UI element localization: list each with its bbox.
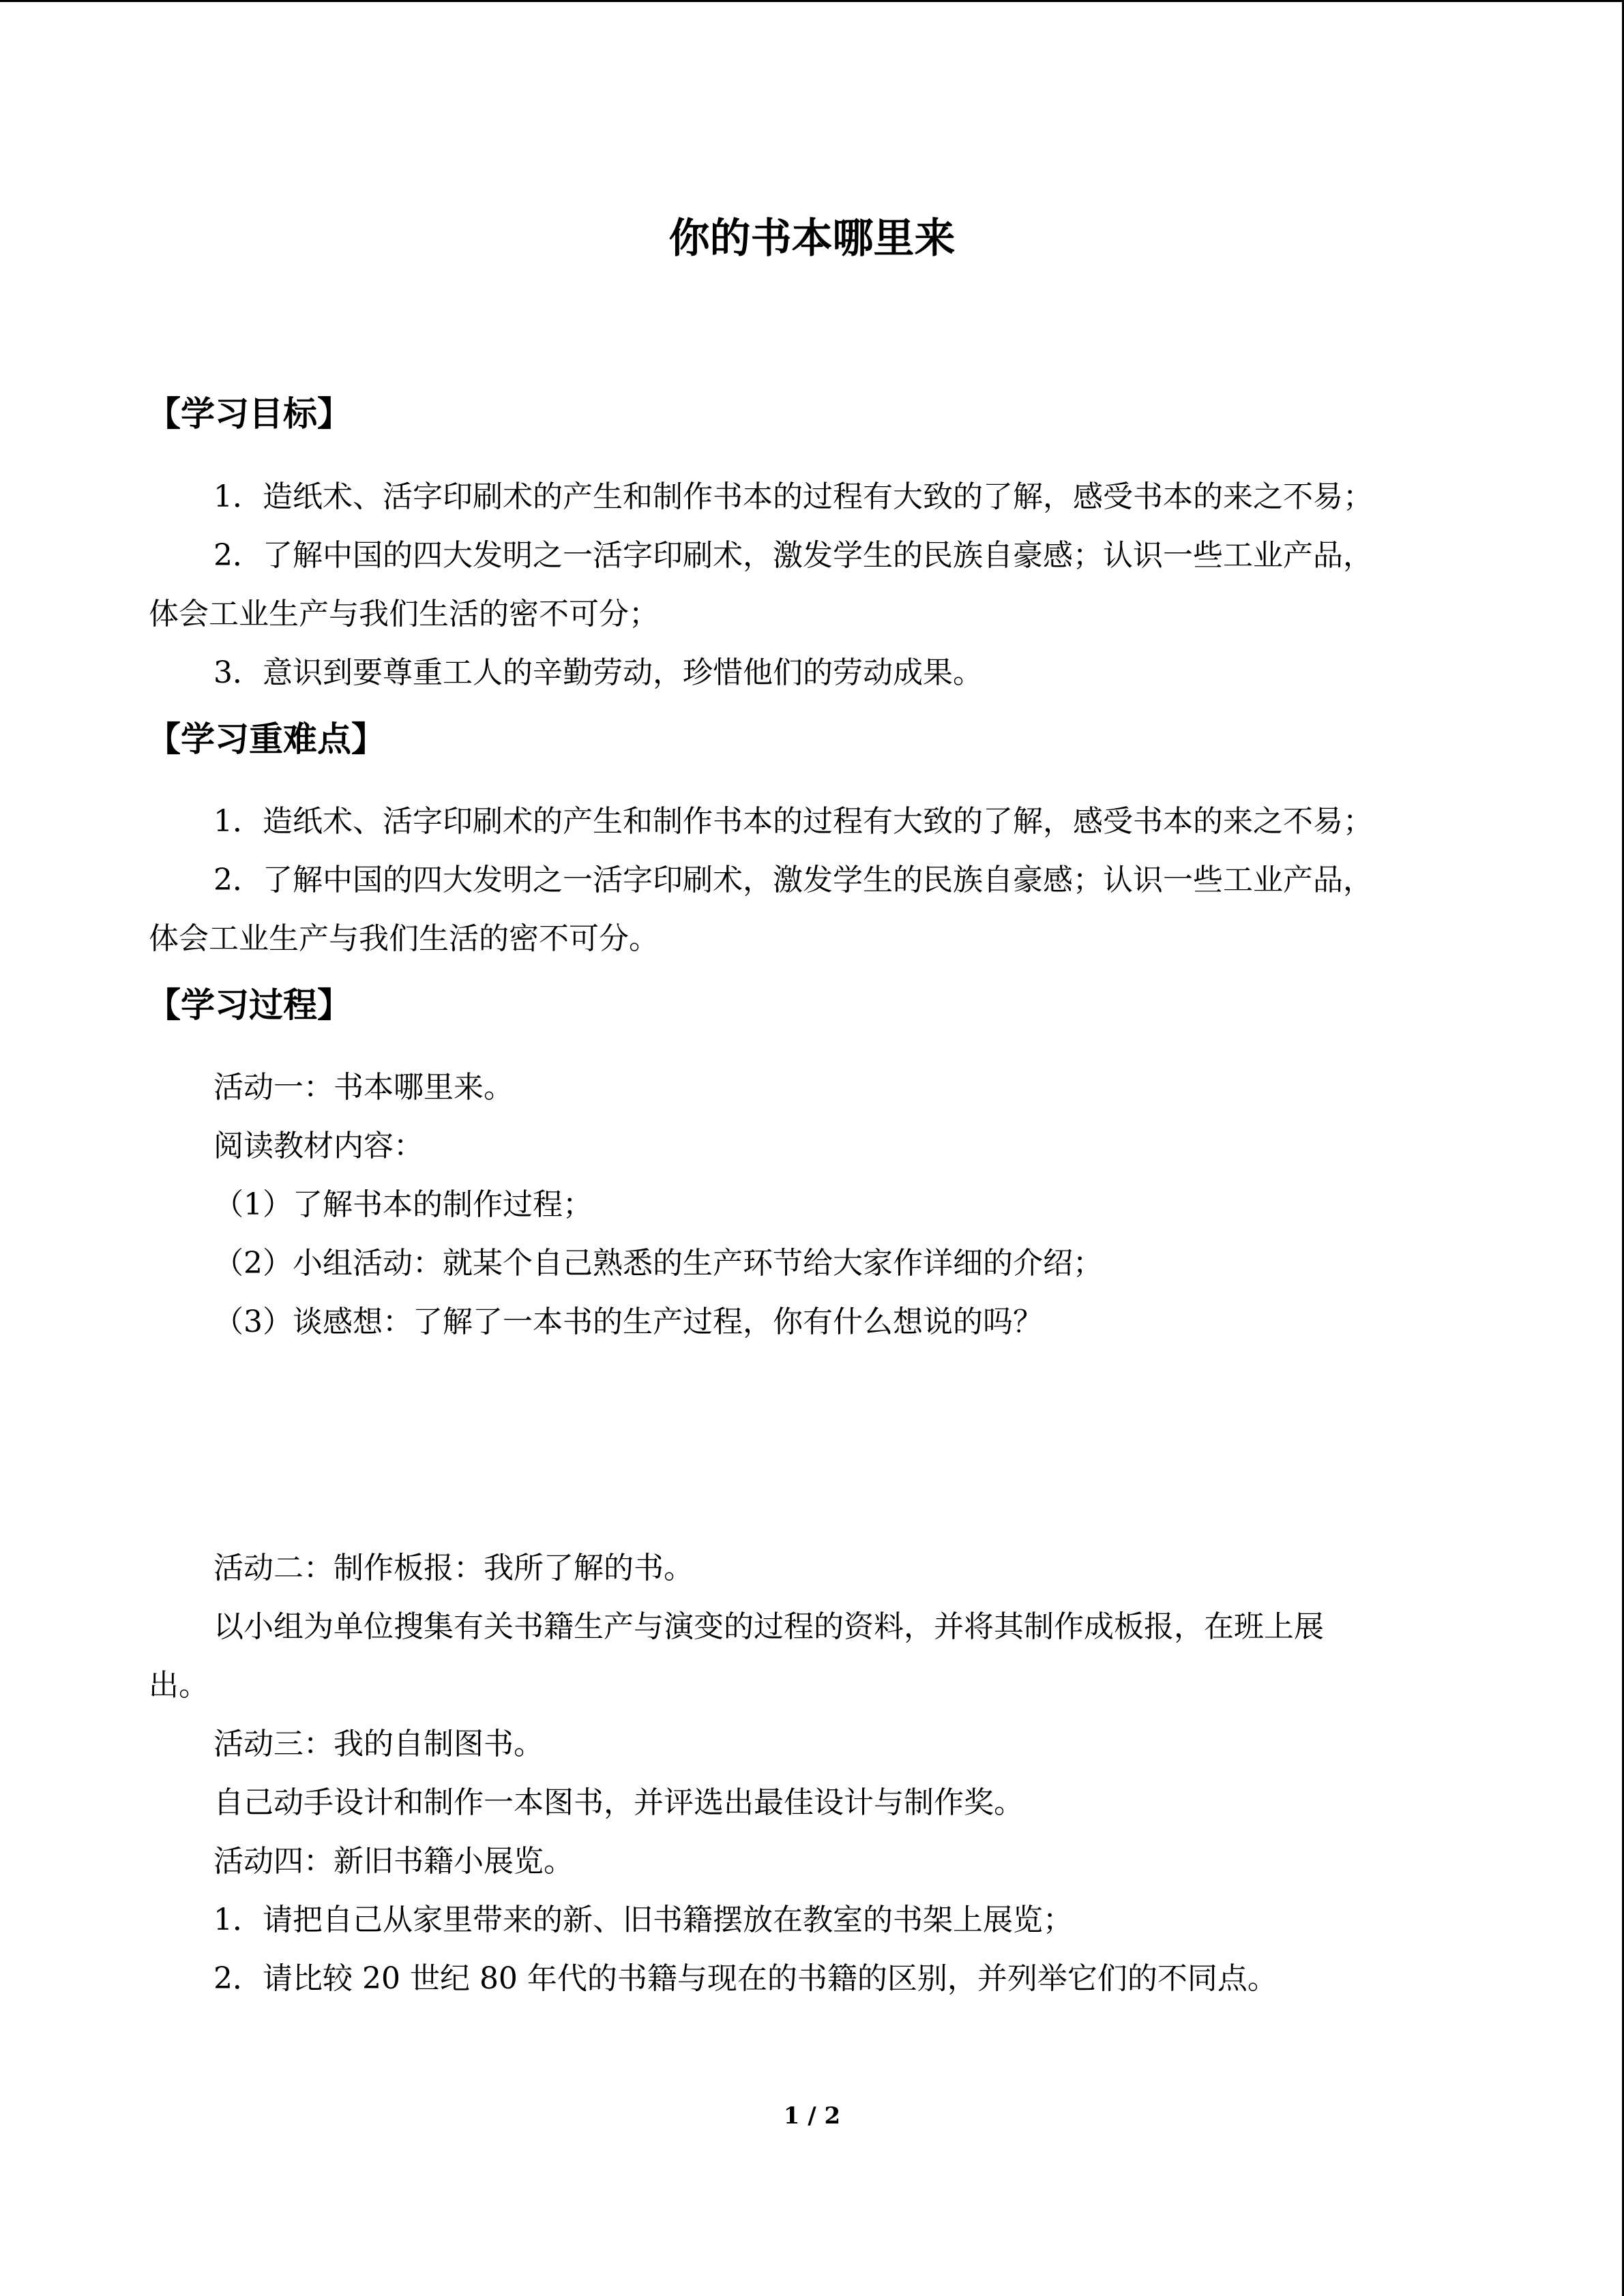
section-heading-process: 【学习过程】	[147, 985, 351, 1025]
section-heading-goals: 【学习目标】	[147, 394, 351, 434]
process-line-activity-2: 活动二：制作板报：我所了解的书。	[213, 1551, 694, 1585]
goals-line-3: 体会工业生产与我们生活的密不可分；	[149, 597, 659, 631]
process-line-activity-3-desc: 自己动手设计和制作一本图书，并评选出最佳设计与制作奖。	[213, 1785, 1024, 1820]
key-points-line-3: 体会工业生产与我们生活的密不可分。	[149, 921, 659, 956]
page-number: 1 / 2	[783, 2102, 841, 2130]
process-line-activity-4: 活动四：新旧书籍小展览。	[213, 1844, 574, 1879]
process-line-read: 阅读教材内容：	[213, 1129, 424, 1163]
process-line-activity-1: 活动一：书本哪里来。	[213, 1070, 514, 1105]
process-line-activity-4-item-1: 1．请把自己从家里带来的新、旧书籍摆放在教室的书架上展览；	[213, 1903, 1073, 1937]
goals-line-2: 2．了解中国的四大发明之一活字印刷术，激发学生的民族自豪感；认识一些工业产品，	[213, 538, 1373, 573]
process-line-activity-2-desc: 以小组为单位搜集有关书籍生产与演变的过程的资料，并将其制作成板报，在班上展	[213, 1609, 1324, 1644]
process-line-activity-4-item-2: 2．请比较 20 世纪 80 年代的书籍与现在的书籍的区别，并列举它们的不同点。	[213, 1961, 1278, 1996]
page-border-top	[0, 0, 1624, 2]
key-points-line-1: 1．造纸术、活字印刷术的产生和制作书本的过程有大致的了解，感受书本的来之不易；	[213, 804, 1373, 839]
process-line-activity-3: 活动三：我的自制图书。	[213, 1727, 544, 1761]
document-title: 你的书本哪里来	[668, 215, 956, 263]
key-points-line-2: 2．了解中国的四大发明之一活字印刷术，激发学生的民族自豪感；认识一些工业产品，	[213, 863, 1373, 897]
process-line-item-2: （2）小组活动：就某个自己熟悉的生产环节给大家作详细的介绍；	[213, 1246, 1103, 1281]
process-line-item-1: （1）了解书本的制作过程；	[213, 1187, 593, 1222]
process-line-activity-2-desc-cont: 出。	[149, 1668, 209, 1703]
goals-line-1: 1．造纸术、活字印刷术的产生和制作书本的过程有大致的了解，感受书本的来之不易；	[213, 479, 1373, 514]
process-line-item-3: （3）谈感想：了解了一本书的生产过程，你有什么想说的吗？	[213, 1304, 1043, 1339]
section-heading-key-points: 【学习重难点】	[147, 719, 385, 759]
goals-line-4: 3．意识到要尊重工人的辛勤劳动，珍惜他们的劳动成果。	[213, 655, 983, 690]
